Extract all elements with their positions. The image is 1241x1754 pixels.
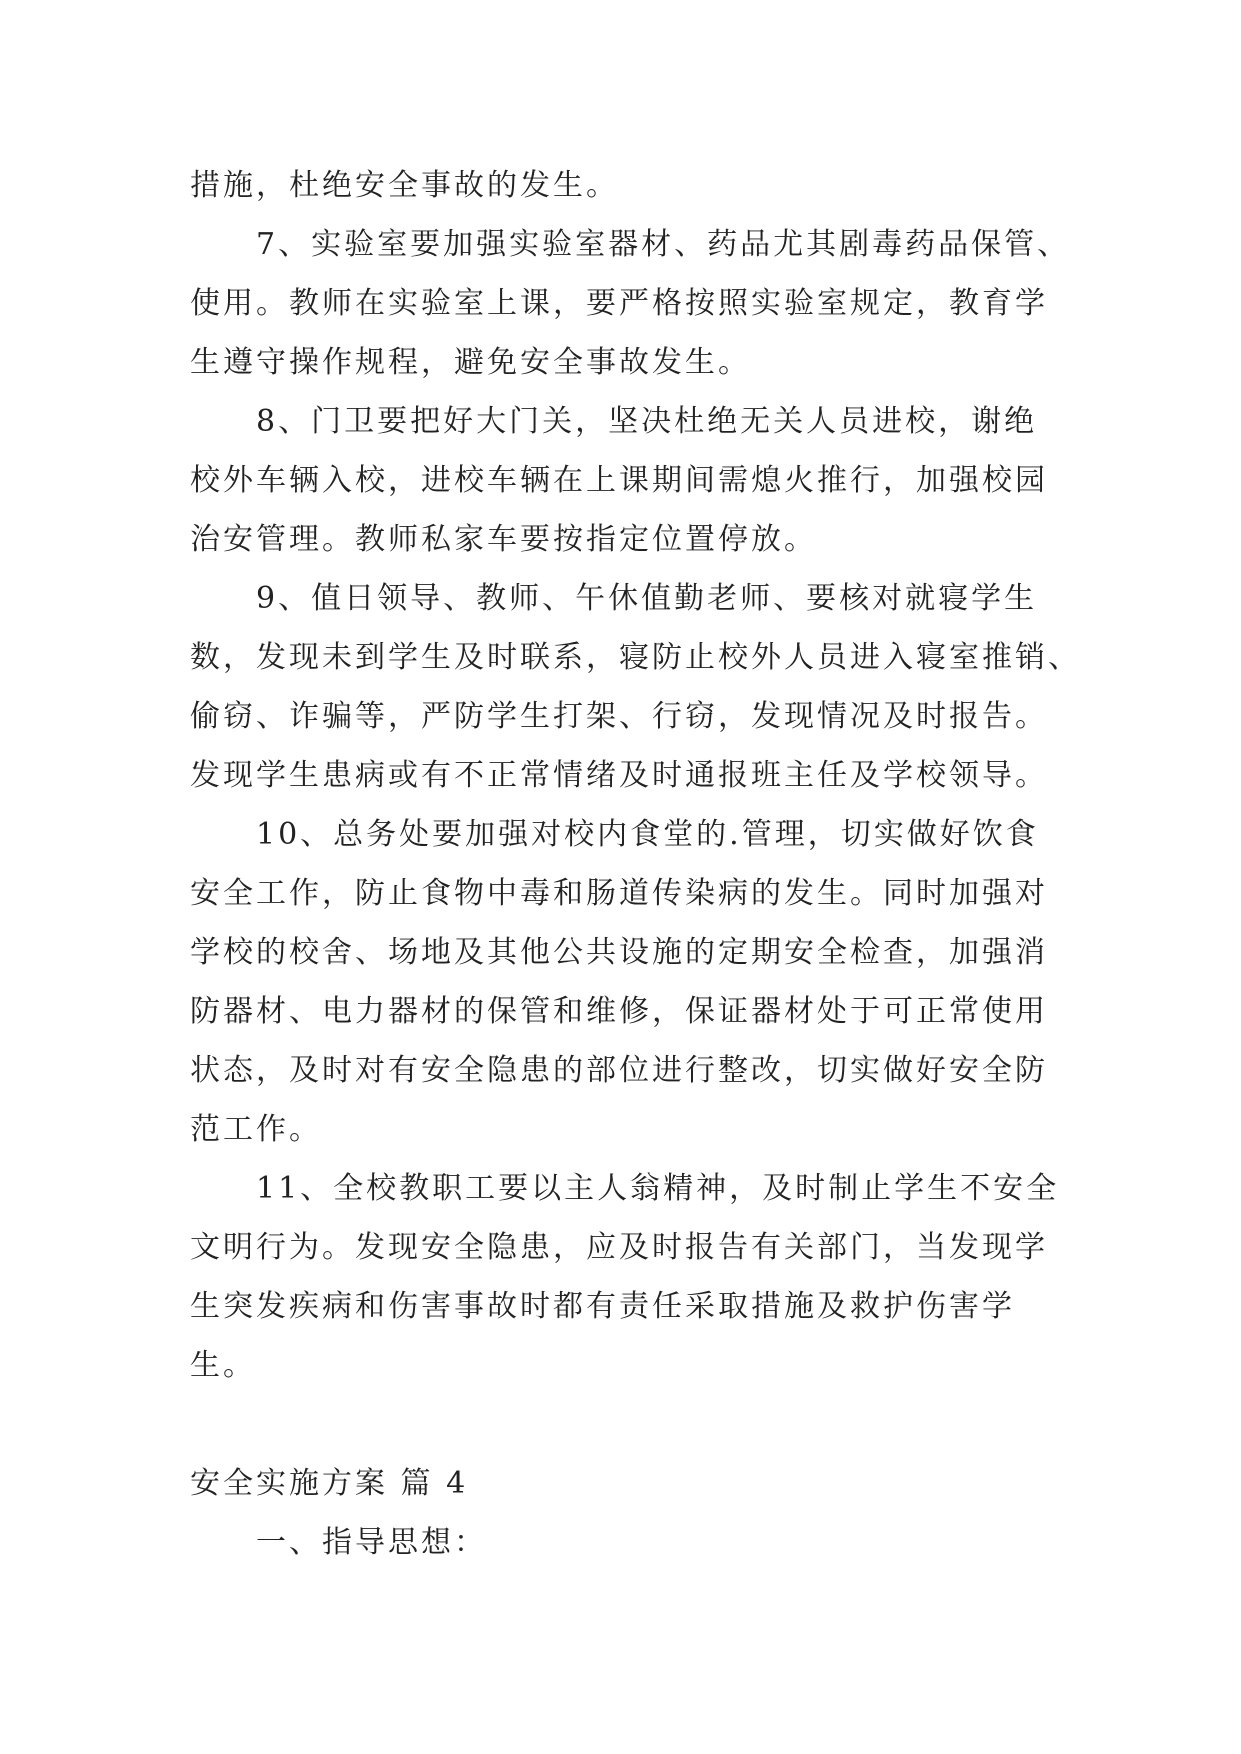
paragraph-line: 11、全校教职工要以主人翁精神，及时制止学生不安全 <box>256 1171 1060 1206</box>
subheading: 一、指导思想： <box>256 1525 487 1560</box>
paragraph-line: 发现学生患病或有不正常情绪及时通报班主任及学校领导。 <box>190 758 1048 793</box>
paragraph-line: 使用。教师在实验室上课，要严格按照实验室规定，教育学 <box>190 286 1048 321</box>
paragraph-line: 9、值日领导、教师、午休值勤老师、要核对就寝学生 <box>256 581 1038 616</box>
document-body <box>190 156 1081 1572</box>
paragraph-line: 7、实验室要加强实验室器材、药品尤其剧毒药品保管、 <box>256 227 1071 262</box>
paragraph-line: 文明行为。发现安全隐患，应及时报告有关部门，当发现学 <box>190 1230 1048 1265</box>
paragraph-line: 校外车辆入校，进校车辆在上课期间需熄火推行，加强校园 <box>190 463 1048 498</box>
paragraph-line: 偷窃、诈骗等，严防学生打架、行窃，发现情况及时报告。 <box>190 699 1048 734</box>
paragraph-line: 防器材、电力器材的保管和维修，保证器材处于可正常使用 <box>190 994 1048 1029</box>
paragraph-line: 生。 <box>190 1348 256 1383</box>
paragraph-line: 状态，及时对有安全隐患的部位进行整改，切实做好安全防 <box>190 1053 1048 1088</box>
paragraph-line: 治安管理。教师私家车要按指定位置停放。 <box>190 522 817 557</box>
paragraph-line: 8、门卫要把好大门关，坚决杜绝无关人员进校，谢绝 <box>256 404 1038 439</box>
paragraph-line: 生突发疾病和伤害事故时都有责任采取措施及救护伤害学 <box>190 1289 1015 1324</box>
paragraph-line: 安全工作，防止食物中毒和肠道传染病的发生。同时加强对 <box>190 876 1048 911</box>
paragraph-line: 生遵守操作规程，避免安全事故发生。 <box>190 345 751 380</box>
paragraph-line: 数，发现未到学生及时联系，寝防止校外人员进入寝室推销、 <box>190 640 1081 675</box>
paragraph-line: 措施，杜绝安全事故的发生。 <box>190 168 619 203</box>
paragraph-line: 学校的校舍、场地及其他公共设施的定期安全检查，加强消 <box>190 935 1048 970</box>
paragraph-line: 10、总务处要加强对校内食堂的.管理，切实做好饮食 <box>256 817 1039 852</box>
section-title: 安全实施方案 篇 4 <box>190 1466 469 1501</box>
section-spacer <box>190 1395 1070 1454</box>
paragraph-line: 范工作。 <box>190 1112 322 1147</box>
